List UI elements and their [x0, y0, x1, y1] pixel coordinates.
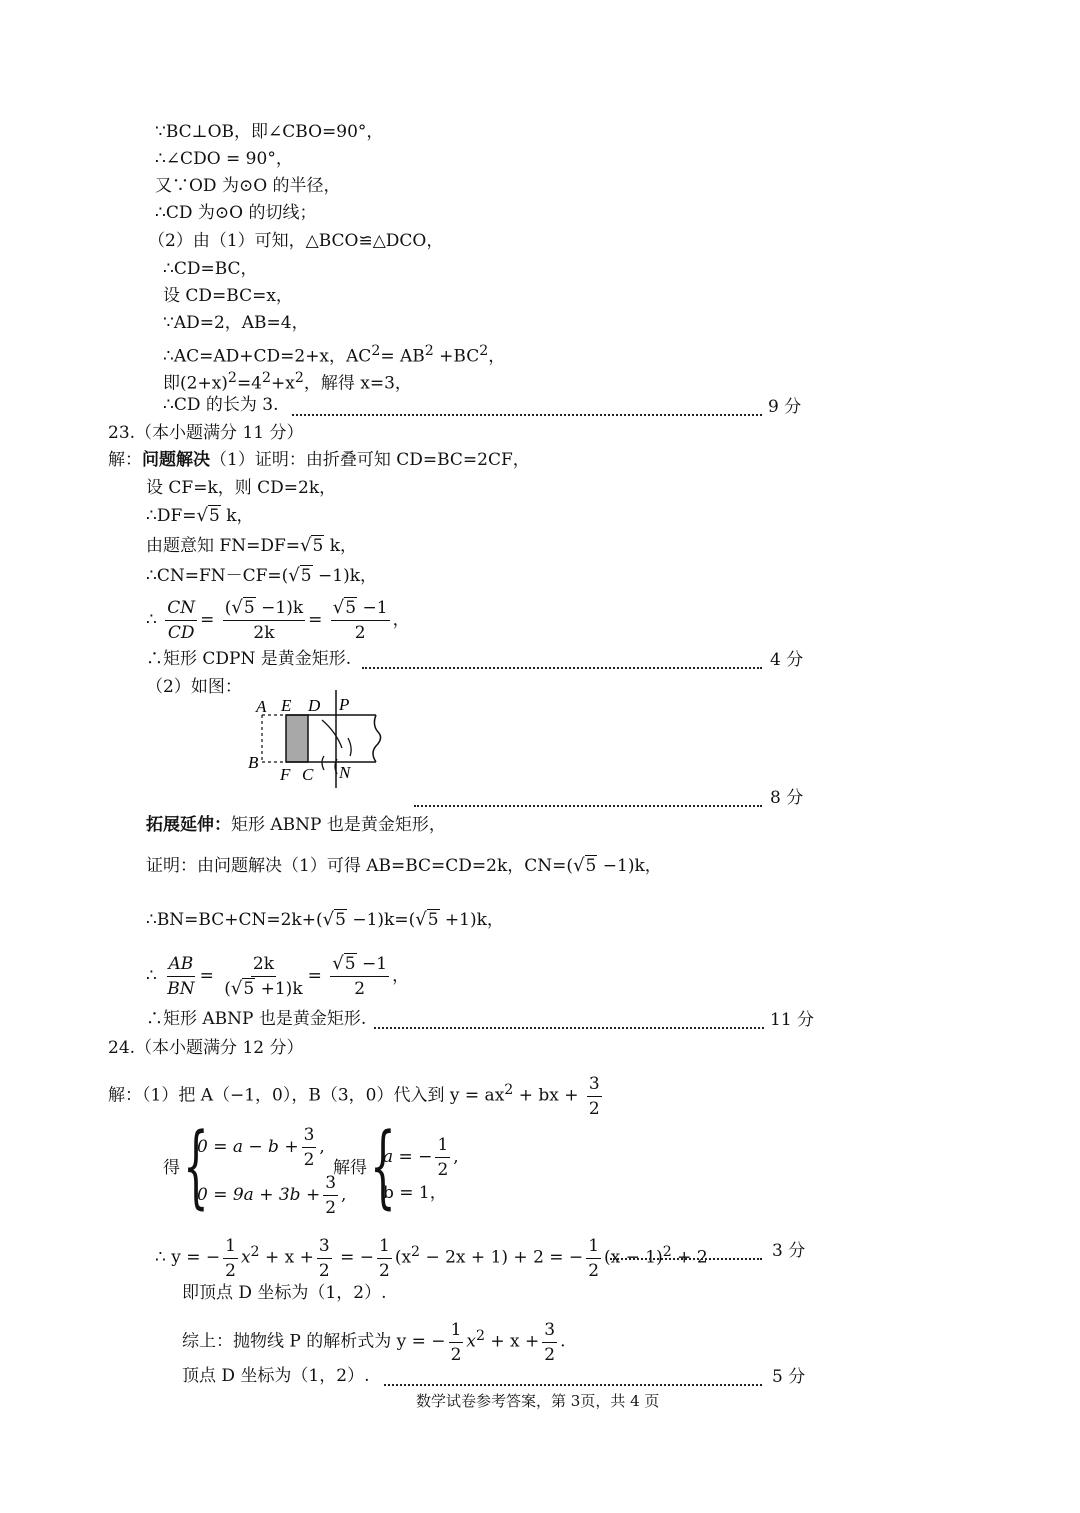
label-n: N — [339, 763, 351, 782]
line-pythagoras: ∴AC=AD+CD=2+x，$AC^2= AB^2 +BC^2$， — [163, 343, 506, 367]
line-od-radius: 又∵OD 为⊙O 的半径， — [155, 176, 341, 196]
line-proof-ab: 证明：由问题解决（1）可得 AB=BC=CD=2k，CN=(√5 −1)k， — [146, 855, 662, 876]
question-23-heading: 23.（本小题满分 11 分） — [108, 423, 304, 443]
line-golden-cdpn: ∴矩形 CDPN 是黄金矩形. — [146, 649, 352, 669]
line-cd-tangent: ∴CD 为⊙O 的切线； — [155, 203, 317, 223]
leader-dots — [374, 1027, 764, 1029]
line-part2-congruent: （2）由（1）可知，△BCO≌△DCO， — [148, 231, 444, 251]
line-vertex-d-final: 顶点 D 坐标为（1，2）. — [182, 1366, 370, 1386]
label-p: P — [339, 695, 350, 714]
line-golden-abnp: ∴矩形 ABNP 也是黄金矩形. — [146, 1009, 367, 1029]
line-ratio-cn-cd: ∴ $\frac{CN}{CD}$ = $\frac{(√5 -1)k}{2k}$ = $\frac{√5 -1}{2}$ ， — [146, 597, 410, 643]
line-extension: 拓展延伸：矩形 ABNP 也是黄金矩形， — [146, 815, 446, 835]
leader-dots — [414, 805, 762, 807]
question-24-heading: 24.（本小题满分 12 分） — [108, 1038, 304, 1058]
line-cd-length: ∴CD 的长为 3. — [163, 395, 279, 415]
score-label: 4 分 — [770, 650, 804, 670]
line-fn: 由题意知 FN=DF=√5 k， — [146, 535, 358, 556]
label-d: D — [308, 696, 321, 715]
torn-edge — [373, 715, 381, 762]
line-part2-figure: （2）如图： — [146, 677, 242, 697]
line-fold: 解：问题解决（1）证明：由折叠可知 CD=BC=2CF， — [108, 450, 530, 470]
line-vertex-form: ∴ y = − $\frac{1}{2}$ $x^2 + x$ + $\frac{3}{2}$ = − $\frac{1}{2}$ $(x^2 - 2x + 1) + 2$ = − $\frac{1}{2}$ $(x - 1)^2 + 2$ — [155, 1235, 708, 1281]
line-bc-perp-ob: ∵BC⊥OB，即∠CBO=90°， — [155, 122, 384, 142]
score-label: 11 分 — [770, 1010, 815, 1030]
page-footer: 数学试卷参考答案，第 3页，共 4 页 — [416, 1392, 660, 1410]
arc-mark — [348, 738, 351, 756]
label-a: A — [256, 697, 267, 716]
shaded-rectangle — [286, 715, 308, 762]
line-vertex-d: 即顶点 D 坐标为（1，2）. — [182, 1283, 387, 1303]
line-ratio-ab-bn: ∴ $\frac{AB}{BN}$ = $\frac{2k}{(√5 +1)k}$ = $\frac{√5 -1}{2}$ ， — [146, 953, 410, 999]
left-brace: { — [370, 1114, 396, 1219]
line-set-x: 设 CD=BC=x， — [163, 286, 293, 306]
leader-dots — [384, 1384, 762, 1386]
arc-mark — [322, 720, 342, 748]
label-jiede: 解得 — [333, 1158, 367, 1178]
leader-dots — [292, 414, 762, 416]
solution-a: a = − $\frac{1}{2}$ , — [383, 1135, 459, 1180]
line-bn: ∴BN=BC+CN=2k+(√5 −1)k=(√5 +1)k， — [146, 909, 504, 930]
line-angle-cdo: ∴∠CDO = 90°， — [155, 149, 293, 169]
leader-dots — [362, 667, 762, 669]
score-label: 5 分 — [772, 1367, 806, 1387]
system-eq-1: 0 = a − b + $\frac{3}{2}$ , — [197, 1125, 325, 1170]
score-label: 9 分 — [768, 397, 802, 417]
score-label: 8 分 — [770, 788, 804, 808]
line-cd-eq-bc: ∴CD=BC， — [163, 259, 258, 279]
label-b: B — [248, 753, 259, 772]
line-substitute: 解：（1）把 A（−1，0），B（3，0）代入到 $y = ax^2$ + bx + $\frac{3}{2}$ — [108, 1073, 600, 1119]
arc-mark — [322, 756, 324, 770]
label-de: 得 — [163, 1158, 180, 1178]
golden-rectangle-figure — [240, 690, 410, 790]
line-solve-x: 即$(2+x)^2=4^2+x^2$，解得 x=3， — [163, 370, 412, 394]
line-summary: 综上：抛物线 P 的解析式为 y = − $\frac{1}{2}$ $x^2 + x$ + $\frac{3}{2}$ . — [182, 1319, 566, 1365]
label-c: C — [302, 765, 314, 784]
left-brace: { — [183, 1114, 209, 1219]
score-label: 3 分 — [772, 1241, 806, 1261]
line-cn: ∴CN=FN－CF=(√5 −1)k， — [146, 565, 378, 586]
line-set-k: 设 CF=k，则 CD=2k， — [146, 478, 337, 498]
leader-dots — [610, 1258, 762, 1260]
system-eq-2: 0 = 9a + 3b + $\frac{3}{2}$ , — [197, 1173, 347, 1218]
line-df: ∴DF=√5 k， — [146, 505, 254, 526]
label-f: F — [280, 765, 291, 784]
solution-b: b = 1， — [383, 1183, 447, 1203]
label-e: E — [281, 696, 292, 715]
line-ad-ab: ∵AD=2，AB=4， — [163, 313, 309, 333]
